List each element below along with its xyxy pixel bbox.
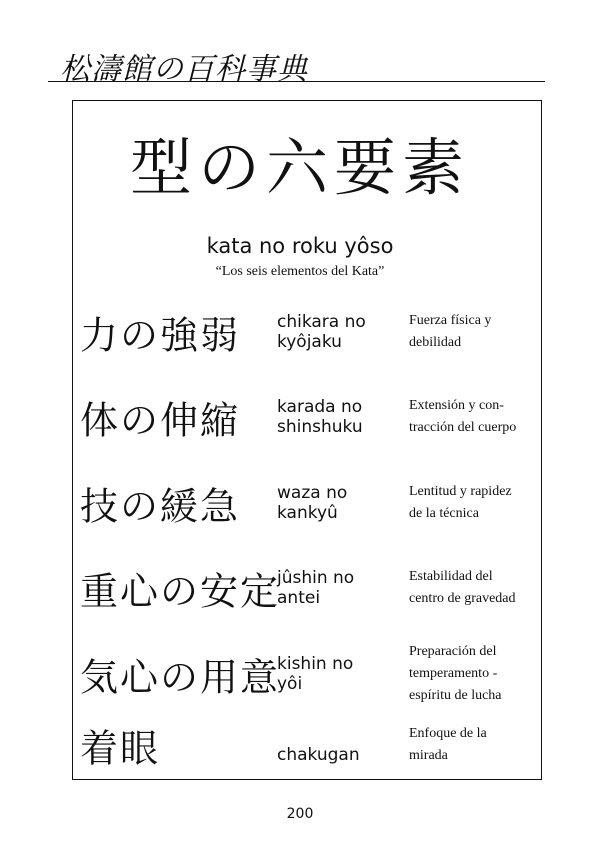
element-row [72, 292, 542, 372]
romaji-reading: chikara no kyôjaku [277, 312, 366, 352]
spanish-meaning: Lentitud y rapidez de la técnica [409, 484, 512, 521]
page-title: 型の六要素 [129, 131, 470, 204]
spanish-meaning: Fuerza física y debilidad [409, 313, 492, 350]
kanji-term: 重心の安定 [80, 569, 281, 614]
header-rule [48, 81, 545, 82]
element-row [72, 463, 542, 543]
element-row [72, 634, 542, 714]
kanji-term: 技の緩急 [80, 484, 241, 529]
romaji-title: kata no roku yôso [206, 234, 394, 258]
page-number: 200 [286, 806, 314, 822]
element-row [72, 377, 542, 457]
romaji-reading: chakugan [277, 745, 360, 765]
kanji-term: 着眼 [80, 726, 161, 771]
kanji-term: 体の伸縮 [80, 398, 241, 443]
element-row [72, 705, 542, 785]
kanji-term: 力の強弱 [80, 313, 241, 358]
spanish-meaning: Preparación del temperamento - espíritu de lucha [409, 644, 502, 703]
romaji-reading: kishin no yôi [277, 654, 354, 694]
kanji-term: 気心の用意 [80, 655, 281, 700]
romaji-reading: waza no kankyû [277, 483, 348, 523]
translation-subtitle: “Los seis elementos del Kata” [215, 264, 385, 279]
spanish-meaning: Enfoque de la mirada [409, 726, 487, 763]
element-row [72, 548, 542, 628]
romaji-reading: jûshin no antei [277, 568, 355, 608]
romaji-reading: karada no shinshuku [277, 397, 363, 437]
book-title: 松濤館の百科事典 [60, 52, 308, 87]
spanish-meaning: Extensión y con- tracción del cuerpo [409, 398, 517, 435]
spanish-meaning: Estabilidad del centro de gravedad [409, 569, 516, 606]
